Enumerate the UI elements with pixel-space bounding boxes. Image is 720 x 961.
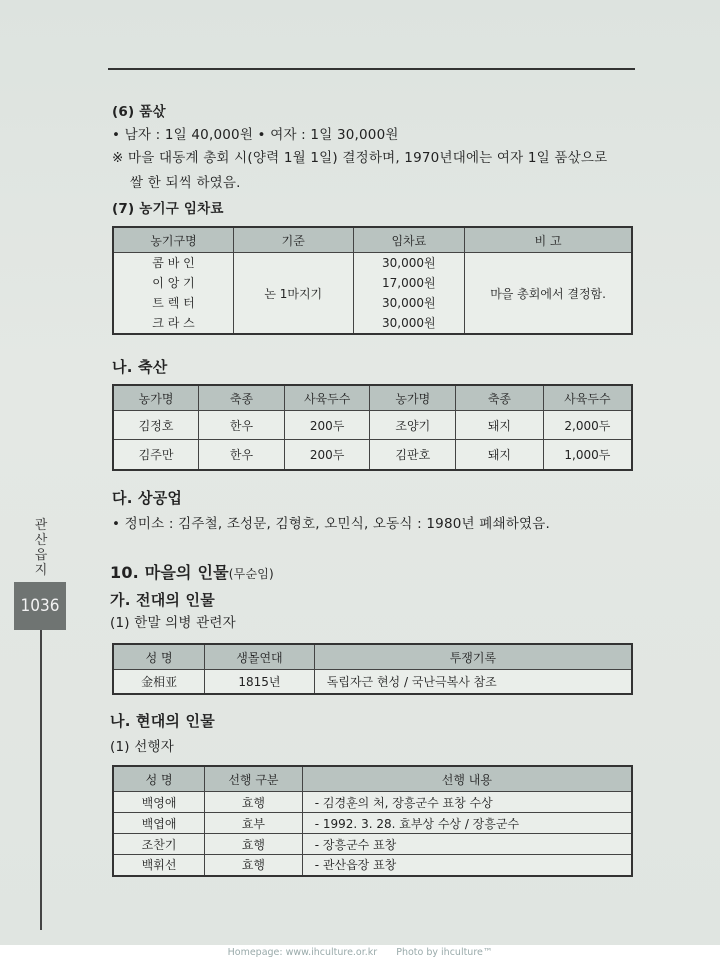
side-rule xyxy=(40,630,42,930)
past-header: 생몰연대 xyxy=(205,644,315,670)
table-cell: 김판호 xyxy=(370,440,456,470)
table-cell: 조양기 xyxy=(370,411,456,440)
table-row xyxy=(113,670,632,694)
good-header: 선행 내용 xyxy=(302,766,632,792)
table-cell: 김주만 xyxy=(113,440,199,470)
section-people-title xyxy=(110,564,274,583)
table-cell: 1815년 xyxy=(205,670,315,694)
table-cell: 조찬기 xyxy=(113,834,205,855)
table-row xyxy=(113,411,632,440)
good-deeds-table xyxy=(112,765,633,877)
side-book-title: 관산읍지 xyxy=(34,518,48,578)
table-cell: 백엽애 xyxy=(113,813,205,834)
livestock-header: 축종 xyxy=(199,385,285,411)
table-row xyxy=(113,792,632,813)
commerce-line: • 정미소 : 김주철, 조성문, 김형호, 오민식, 오동식 : 1980년 폐쇄하였음. xyxy=(112,516,550,532)
rent-fee: 30,000원 xyxy=(382,256,436,270)
section-rent-title: (7) 농기구 임차료 xyxy=(112,201,224,217)
table-cell: - 장흥군수 표창 xyxy=(302,834,632,855)
table-cell: 효행 xyxy=(205,855,303,876)
rent-remark-cell: 마을 총회에서 결정함. xyxy=(465,253,632,335)
table-cell: 한우 xyxy=(199,411,285,440)
rent-item: 이 앙 기 xyxy=(152,276,195,290)
past-header: 성 명 xyxy=(113,644,205,670)
rent-item: 콤 바 인 xyxy=(152,256,195,270)
rent-header-remark: 비 고 xyxy=(465,227,632,253)
table-cell: - 1992. 3. 28. 효부상 수상 / 장흥군수 xyxy=(302,813,632,834)
rent-fees-cell xyxy=(353,253,465,335)
rent-items-cell xyxy=(113,253,234,335)
livestock-header: 농가명 xyxy=(113,385,199,411)
rent-fee: 30,000원 xyxy=(382,296,436,310)
livestock-table xyxy=(112,384,633,471)
footer-homepage: Homepage: www.ihculture.or.kr xyxy=(227,947,378,958)
rent-header-item: 농기구명 xyxy=(113,227,234,253)
table-cell: 1,000두 xyxy=(543,440,632,470)
livestock-header: 축종 xyxy=(456,385,544,411)
good-header: 선행 구분 xyxy=(205,766,303,792)
table-cell: - 김경훈의 처, 장흥군수 표창 수상 xyxy=(302,792,632,813)
table-cell: 백휘선 xyxy=(113,855,205,876)
rent-fee: 17,000원 xyxy=(382,276,436,290)
table-cell: 金相亚 xyxy=(113,670,205,694)
table-row xyxy=(113,813,632,834)
footer-photo-credit: Photo by ihculture™ xyxy=(396,947,493,958)
rent-item: 크 라 스 xyxy=(152,316,195,330)
past-subtitle: (1) 한말 의병 관련자 xyxy=(110,615,236,631)
table-cell: 효행 xyxy=(205,834,303,855)
table-cell: 200두 xyxy=(284,440,370,470)
rent-basis-cell: 논 1마지기 xyxy=(234,253,354,335)
section-wage-title: (6) 품삯 xyxy=(112,104,166,120)
section-commerce-title: 다. 상공업 xyxy=(112,489,183,507)
rent-fee: 30,000원 xyxy=(382,316,436,330)
table-cell: 백영애 xyxy=(113,792,205,813)
rent-item: 트 렉 터 xyxy=(152,296,195,310)
wage-note-line-2: 쌀 한 되씩 하였음. xyxy=(130,175,241,191)
people-title-text: 10. 마을의 인물 xyxy=(110,563,229,582)
table-cell: 돼지 xyxy=(456,411,544,440)
wage-line: • 남자 : 1일 40,000원 • 여자 : 1일 30,000원 xyxy=(112,127,399,143)
table-cell: 2,000두 xyxy=(543,411,632,440)
table-cell: 효부 xyxy=(205,813,303,834)
table-row xyxy=(113,855,632,876)
rent-header-fee: 임차료 xyxy=(353,227,465,253)
section-modern-title: 나. 현대의 인물 xyxy=(110,712,215,730)
table-cell: 한우 xyxy=(199,440,285,470)
past-people-table xyxy=(112,643,633,695)
table-row xyxy=(113,834,632,855)
people-title-note: (무순임) xyxy=(228,567,274,581)
top-rule xyxy=(108,68,635,70)
table-cell: 돼지 xyxy=(456,440,544,470)
modern-subtitle: (1) 선행자 xyxy=(110,739,174,755)
table-cell: - 관산읍장 표창 xyxy=(302,855,632,876)
table-cell: 효행 xyxy=(205,792,303,813)
livestock-header: 사육두수 xyxy=(284,385,370,411)
section-past-title: 가. 전대의 인물 xyxy=(110,591,215,609)
page-number-box: 1036 xyxy=(14,582,66,630)
livestock-header: 농가명 xyxy=(370,385,456,411)
wage-note-line-1: ※ 마을 대동계 총회 시(양력 1월 1일) 결정하며, 1970년대에는 여자 1일 품삯으로 xyxy=(112,150,608,166)
rent-header-basis: 기준 xyxy=(234,227,354,253)
table-row xyxy=(113,440,632,470)
past-header: 투쟁기록 xyxy=(314,644,632,670)
table-cell: 김정호 xyxy=(113,411,199,440)
table-cell: 독립자근 현성 / 국난극복사 참조 xyxy=(314,670,632,694)
livestock-header: 사육두수 xyxy=(543,385,632,411)
photo-footer xyxy=(0,945,720,961)
section-livestock-title: 나. 축산 xyxy=(112,358,168,376)
rent-table xyxy=(112,226,633,335)
table-cell: 200두 xyxy=(284,411,370,440)
good-header: 성 명 xyxy=(113,766,205,792)
